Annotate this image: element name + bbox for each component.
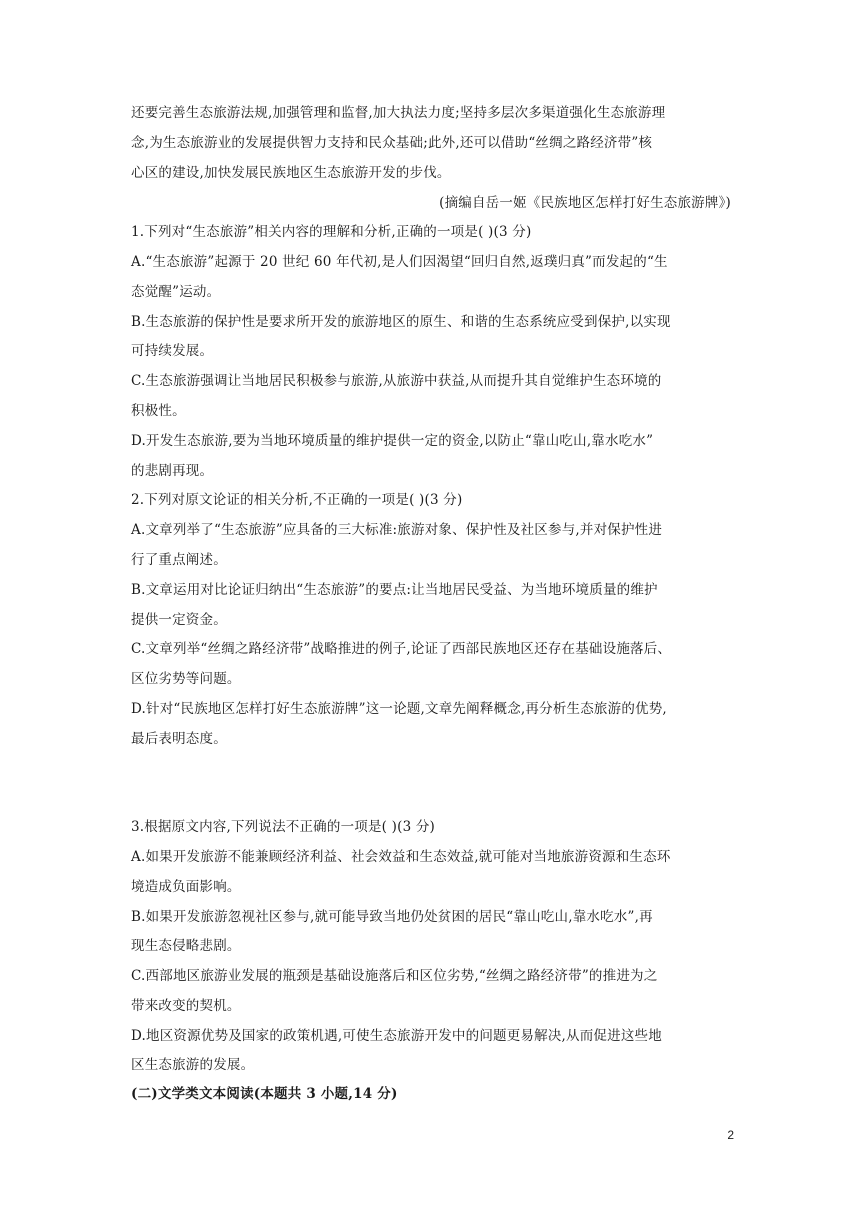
question-2-option-c-line-2: 区位劣势等问题。 xyxy=(131,671,241,687)
question-1-option-a-line-2: 态觉醒”运动。 xyxy=(131,284,221,300)
question-1-option-a-line-1: A.“生态旅游”起源于 20 世纪 60 年代初,是人们因渴望“回归自然,返璞归真”而发起的“生 xyxy=(131,254,668,270)
question-1-option-c-line-2: 积极性。 xyxy=(131,403,186,419)
page-number: 2 xyxy=(727,1128,734,1142)
question-1-option-b-line-1: B.生态旅游的保护性是要求所开发的旅游地区的原生、和谐的生态系统应受到保护,以实现 xyxy=(131,314,671,330)
question-2-option-d-line-1: D.针对“民族地区怎样打好生态旅游牌”这一论题,文章先阐释概念,再分析生态旅游的优势, xyxy=(131,701,667,717)
source-citation: (摘编自岳一姬《民族地区怎样打好生态旅游牌》) xyxy=(439,195,731,211)
question-2-option-b-line-1: B.文章运用对比论证归纳出“生态旅游”的要点:让当地居民受益、为当地环境质量的维护 xyxy=(131,582,658,598)
question-1-stem: 1.下列对“生态旅游”相关内容的理解和分析,正确的一项是( )(3 分) xyxy=(131,224,532,240)
question-3-option-c-line-2: 带来改变的契机。 xyxy=(131,998,241,1014)
question-2-option-a-line-1: A.文章列举了“生态旅游”应具备的三大标准:旅游对象、保护性及社区参与,并对保护性进 xyxy=(131,522,663,538)
question-2-stem: 2.下列对原文论证的相关分析,不正确的一项是( )(3 分) xyxy=(131,492,463,508)
question-3-option-b-line-1: B.如果开发旅游忽视社区参与,就可能导致当地仍处贫困的居民“靠山吃山,靠水吃水”,再 xyxy=(131,909,653,925)
question-2-option-d-line-2: 最后表明态度。 xyxy=(131,731,227,747)
question-3-option-d-line-1: D.地区资源优势及国家的政策机遇,可使生态旅游开发中的问题更易解决,从而促进这些地 xyxy=(131,1028,662,1044)
section-heading: (二)文学类文本阅读(本题共 3 小题,14 分) xyxy=(131,1086,398,1102)
question-3-option-b-line-2: 现生态侵略悲剧。 xyxy=(131,938,241,954)
intro-line-2: 念,为生态旅游业的发展提供智力支持和民众基础;此外,还可以借助“丝绸之路经济带”核 xyxy=(131,135,653,151)
question-3-option-c-line-1: C.西部地区旅游业发展的瓶颈是基础设施落后和区位劣势,“丝绸之路经济带”的推进为之 xyxy=(131,968,658,984)
question-1-option-b-line-2: 可持续发展。 xyxy=(131,343,214,359)
question-2-option-b-line-2: 提供一定资金。 xyxy=(131,612,227,628)
question-3-stem: 3.根据原文内容,下列说法不正确的一项是( )(3 分) xyxy=(131,819,436,835)
question-1-option-c-line-1: C.生态旅游强调让当地居民积极参与旅游,从旅游中获益,从而提升其自觉维护生态环境的 xyxy=(131,373,662,389)
question-1-option-d-line-2: 的悲剧再现。 xyxy=(131,463,214,479)
question-3-option-a-line-2: 境造成负面影响。 xyxy=(131,879,241,895)
intro-line-3: 心区的建设,加快发展民族地区生态旅游开发的步伐。 xyxy=(131,165,451,181)
question-2-option-c-line-1: C.文章列举“丝绸之路经济带”战略推进的例子,论证了西部民族地区还存在基础设施落后、 xyxy=(131,641,672,657)
question-1-option-d-line-1: D.开发生态旅游,要为当地环境质量的维护提供一定的资金,以防止“靠山吃山,靠水吃水” xyxy=(131,433,654,449)
question-3-option-d-line-2: 区生态旅游的发展。 xyxy=(131,1057,255,1073)
intro-line-1: 还要完善生态旅游法规,加强管理和监督,加大执法力度;坚持多层次多渠道强化生态旅游理 xyxy=(131,105,666,121)
question-3-option-a-line-1: A.如果开发旅游不能兼顾经济利益、社会效益和生态效益,就可能对当地旅游资源和生态环 xyxy=(131,849,671,865)
question-2-option-a-line-2: 行了重点阐述。 xyxy=(131,552,227,568)
